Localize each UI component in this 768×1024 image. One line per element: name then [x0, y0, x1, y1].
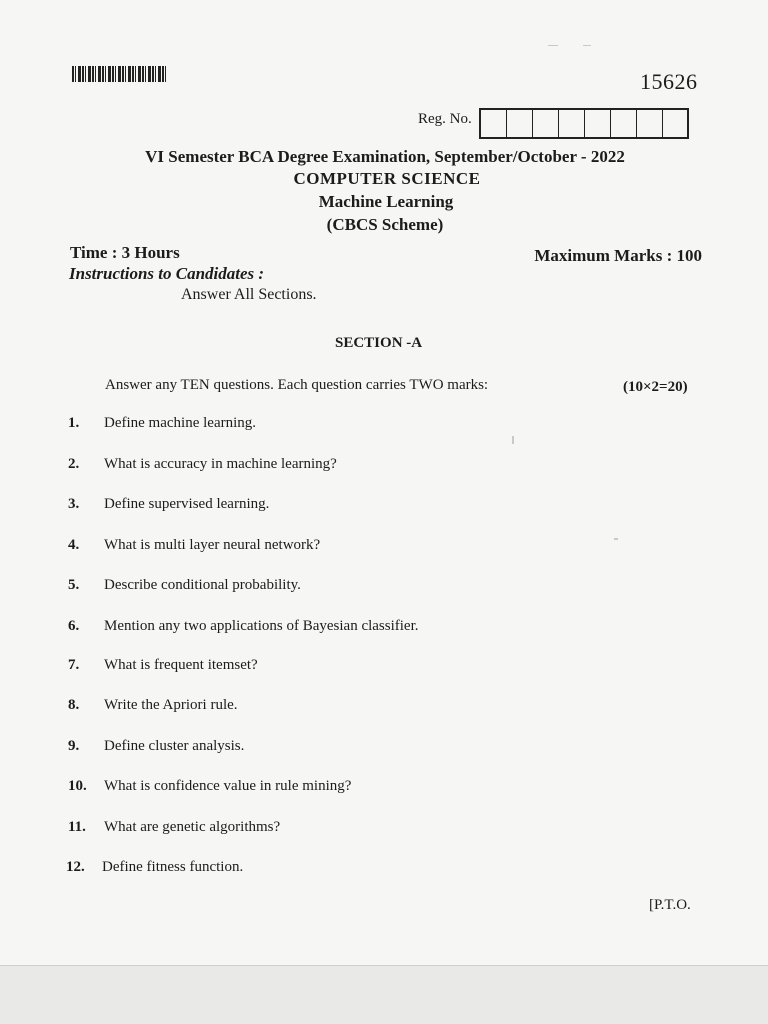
ink-smudge	[614, 538, 618, 540]
question-number: 6.	[68, 618, 80, 634]
question-text: Define cluster analysis.	[104, 738, 245, 754]
question-number: 4.	[68, 537, 80, 553]
question-number: 10.	[68, 778, 87, 794]
scheme-title: (CBCS Scheme)	[326, 215, 444, 234]
reg-no-digit-box[interactable]	[533, 110, 559, 137]
question-number: 7.	[68, 657, 80, 673]
subject-title: COMPUTER SCIENCE	[293, 169, 481, 188]
question-text: Mention any two applications of Bayesian classifier.	[104, 618, 419, 634]
instructions-text: Answer All Sections.	[181, 286, 317, 303]
ink-smudge	[512, 436, 514, 444]
question-number: 9.	[68, 738, 80, 754]
reg-no-digit-box[interactable]	[611, 110, 637, 137]
reg-no-digit-box[interactable]	[637, 110, 663, 137]
reg-no-digit-box[interactable]	[585, 110, 611, 137]
question-text: Describe conditional probability.	[104, 577, 301, 593]
question-number: 1.	[68, 415, 80, 431]
exam-title: VI Semester BCA Degree Examination, September/October - 2022	[145, 147, 625, 166]
reg-no-digit-box[interactable]	[663, 110, 689, 137]
question-text: What is accuracy in machine learning?	[104, 456, 337, 472]
question-text: What is confidence value in rule mining?	[104, 778, 352, 794]
question-text: Define supervised learning.	[104, 496, 270, 512]
section-a-instruction: Answer any TEN questions. Each question carries TWO marks:	[105, 377, 489, 393]
question-text: What is multi layer neural network?	[104, 537, 321, 553]
reg-no-boxes[interactable]	[479, 108, 689, 139]
question-text: Define machine learning.	[104, 415, 257, 431]
reg-no-digit-box[interactable]	[481, 110, 507, 137]
barcode	[72, 66, 168, 82]
question-text: Define fitness function.	[102, 859, 244, 875]
reg-no-digit-box[interactable]	[507, 110, 533, 137]
question-text: Write the Apriori rule.	[104, 697, 238, 713]
maximum-marks: Maximum Marks : 100	[534, 246, 702, 265]
question-number: 5.	[68, 577, 80, 593]
reg-no-digit-box[interactable]	[559, 110, 585, 137]
question-number: 12.	[66, 859, 85, 875]
ink-smudge	[548, 45, 558, 46]
please-turn-over: [P.T.O.	[649, 897, 691, 913]
question-number: 11.	[68, 819, 86, 835]
section-a-title: SECTION -A	[335, 335, 423, 351]
question-text: What are genetic algorithms?	[104, 819, 281, 835]
question-number: 2.	[68, 456, 80, 472]
question-number: 8.	[68, 697, 80, 713]
section-a-marks: (10×2=20)	[623, 379, 688, 395]
question-text: What is frequent itemset?	[104, 657, 258, 673]
course-title: Machine Learning	[318, 192, 454, 211]
instructions-heading: Instructions to Candidates :	[69, 264, 265, 283]
paper-code: 15626	[640, 69, 698, 94]
ink-smudge	[583, 45, 591, 46]
reg-no-label: Reg. No.	[418, 111, 472, 127]
exam-duration: Time : 3 Hours	[70, 243, 180, 262]
question-number: 3.	[68, 496, 80, 512]
